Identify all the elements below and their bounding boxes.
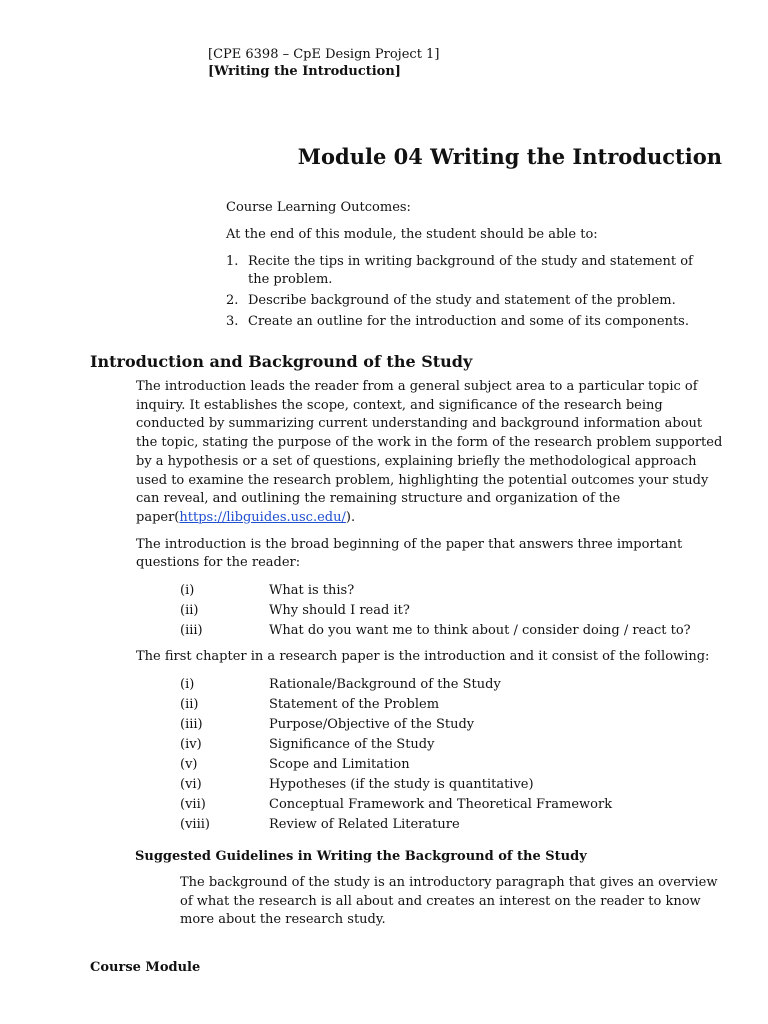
list-item	[180, 795, 726, 815]
list-text: Statement of the Problem	[269, 696, 440, 712]
footer-label: Course Module	[90, 960, 201, 975]
list-text: Purpose/Objective of the Study	[269, 716, 475, 732]
list-number: (i)	[180, 676, 195, 692]
list-text: Hypotheses (if the study is quantitative)	[269, 776, 534, 792]
list-text: Conceptual Framework and Theoretical Framework	[269, 796, 613, 812]
chapter-paragraph: The first chapter in a research paper is the introduction and it consist of the following:	[136, 649, 710, 665]
list-number: (vii)	[180, 796, 206, 812]
intro-paragraph	[136, 378, 726, 528]
list-number: 1.	[226, 254, 239, 269]
list-item	[180, 815, 726, 835]
components-list	[136, 675, 726, 835]
list-number: (ii)	[180, 696, 199, 712]
list-number: (i)	[180, 583, 195, 599]
list-item	[226, 292, 716, 310]
list-item	[180, 735, 726, 755]
list-number: (viii)	[180, 816, 210, 832]
header-course-code: [CPE 6398 – CpE Design Project 1]	[208, 47, 440, 62]
list-text: Significance of the Study	[269, 736, 435, 752]
list-text: What do you want me to think about / consider doing / react to?	[269, 623, 691, 639]
list-text: Create an outline for the introduction and some of its components.	[248, 314, 689, 329]
list-item	[180, 715, 726, 735]
list-item	[180, 621, 726, 641]
list-text: Scope and Limitation	[269, 756, 410, 772]
list-item	[180, 695, 726, 715]
list-item	[180, 755, 726, 775]
list-number: (ii)	[180, 603, 199, 619]
list-text: Why should I read it?	[269, 603, 410, 619]
list-text: Rationale/Background of the Study	[269, 676, 501, 692]
outcomes-intro: At the end of this module, the student should be able to:	[226, 227, 598, 242]
list-item	[180, 775, 726, 795]
source-link[interactable]: https://libguides.usc.edu/	[179, 509, 346, 525]
list-text: Describe background of the study and statement of the problem.	[248, 293, 676, 308]
outcomes-list	[226, 253, 716, 331]
page-title: Module 04 Writing the Introduction	[297, 144, 722, 169]
list-text: Recite the tips in writing background of the study and statement of the problem.	[248, 254, 693, 287]
guidelines-paragraph: The background of the study is an introductory paragraph that gives an overview of what the research is all about and creates an interest on the reader to know more about the research study.	[180, 875, 718, 927]
list-number: (iii)	[180, 716, 203, 732]
list-item	[180, 675, 726, 695]
broad-paragraph: The introduction is the broad beginning of the paper that answers three important questions for the reader:	[136, 536, 683, 571]
list-item	[226, 253, 716, 289]
list-text: What is this?	[269, 583, 355, 599]
list-text: Review of Related Literature	[269, 816, 460, 832]
list-item	[180, 601, 726, 621]
guidelines-heading: Suggested Guidelines in Writing the Background of the Study	[135, 849, 587, 864]
list-item	[180, 581, 726, 601]
section-heading: Introduction and Background of the Study	[90, 352, 473, 371]
header-topic: [Writing the Introduction]	[208, 64, 401, 79]
list-item	[226, 313, 716, 331]
list-number: (iii)	[180, 623, 203, 639]
intro-text: The introduction leads the reader from a general subject area to a particular topic of inquiry. It establishes the scope, context, and significance of the research being conducted by summarizing current understanding and background information about the topic, stating the purpose of the work in the form of the research problem supported by a hypothesis or a set of questions, explaining briefly the methodological approach used to examine the research problem, highlighting the potential outcomes your study can reveal, and outlining the remaining structure and organization of the paper(	[136, 379, 723, 525]
list-number: (iv)	[180, 736, 202, 752]
intro-end: ).	[345, 509, 356, 525]
questions-list	[136, 581, 726, 641]
section-body	[136, 378, 726, 842]
list-number: (v)	[180, 756, 198, 772]
outcomes-heading: Course Learning Outcomes:	[226, 200, 411, 215]
list-number: 3.	[226, 314, 239, 329]
list-number: 2.	[226, 293, 239, 308]
learning-outcomes	[226, 199, 716, 334]
list-number: (vi)	[180, 776, 202, 792]
